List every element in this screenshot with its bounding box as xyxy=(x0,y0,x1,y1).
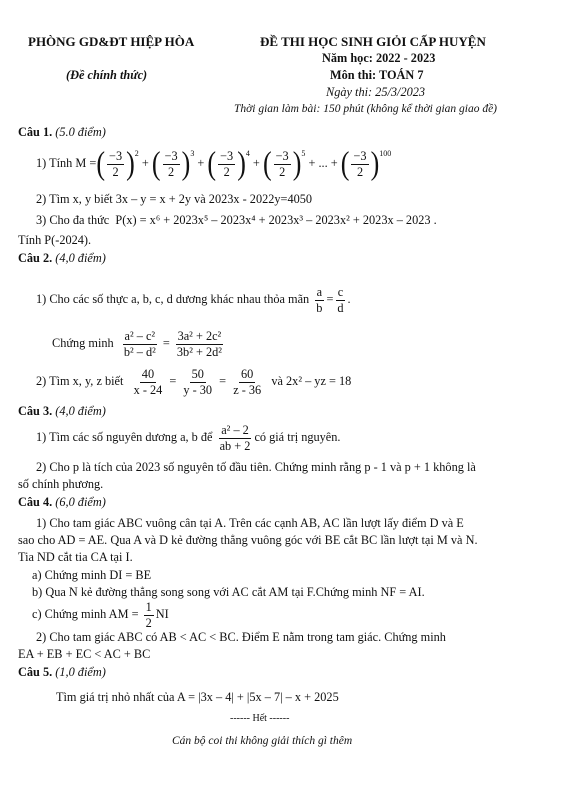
q1-term-4: ( $\frac{-3}{2}$ ) $^5$ xyxy=(262,145,306,182)
end-mark: ------ Hết ------ xyxy=(230,713,290,724)
q4-part-b: b) Qua N kẻ đường thẳng song song với AC cắt AM tại F.Chứng minh NF = AI. xyxy=(32,585,425,599)
q2-part1: 1) Cho các số thực a, b, c, d dương khác nhau thỏa mãn $\frac{a}{b}$ = $\frac{c}{d}$ . xyxy=(36,285,351,315)
official-label: (Đề chính thức) xyxy=(66,68,148,82)
exam-date: Ngày thi: 25/3/2023 xyxy=(326,85,426,99)
q5-text: Tìm giá trị nhỏ nhất của A = |3x – 4| + |5x – 7| – x + 2025 xyxy=(56,690,339,704)
q1-part3-tail: Tính P(-2024). xyxy=(18,233,92,247)
q4-line1: 1) Cho tam giác ABC vuông cân tại A. Trên các cạnh AB, AC lần lượt lấy điểm D và E xyxy=(36,516,464,530)
q1-term-2: ( $\frac{-3}{2}$ ) $^3$ xyxy=(151,145,195,182)
q3-heading: Câu 3. (4,0 điểm) xyxy=(18,404,106,418)
q4-heading: Câu 4. (6,0 điểm) xyxy=(18,495,106,509)
q4-line3: Tia ND cắt tia CA tại I. xyxy=(18,550,133,564)
q3-part2-line2: số chính phương. xyxy=(18,477,104,491)
exam-duration: Thời gian làm bài: 150 phút (không kể thời gian giao đề) xyxy=(234,103,498,115)
q4-part-c: c) Chứng minh AM = $\frac{1}{2}$ NI xyxy=(32,600,169,630)
exam-title: ĐỀ THI HỌC SINH GIỎI CẤP HUYỆN xyxy=(260,34,486,49)
q2-heading: Câu 2. (4,0 điểm) xyxy=(18,251,106,265)
school-year: Năm học: 2022 - 2023 xyxy=(322,51,436,65)
proctor-note: Cán bộ coi thi không giải thích gì thêm xyxy=(172,735,353,747)
q1-part3: 3) Cho đa thức P(x) = x⁶ + 2023x⁵ – 2023x⁴ + 2023x³ – 2023x² + 2023x – 2023 . xyxy=(36,213,437,227)
q4-part2-line2: EA + EB + EC < AC + BC xyxy=(18,647,151,661)
q1-part1: 1) Tính M = ( $\frac{-3}{2}$ ) $^2$ + ( $\frac{-3}{2}$ ) $^3$ + ( $\frac{-3}{2}$ ) $^4$ + ( $\frac{-3}{2}$ ) $^5$ + ... + ( $\frac{-3}{2}$ ) $^{100}$ xyxy=(36,145,392,182)
q5-heading: Câu 5. (1,0 điểm) xyxy=(18,665,106,679)
q1-term-3: ( $\frac{-3}{2}$ ) $^4$ xyxy=(207,145,250,182)
q3-part2-line1: 2) Cho p là tích của 2023 số nguyên tố đầu tiên. Chứng minh rằng p - 1 và p + 1 không là xyxy=(36,460,476,474)
q4-line2: sao cho AD = AE. Qua A và D kẻ đường thẳng vuông góc với BE cắt BC lần lượt tại M và N. xyxy=(18,533,478,547)
q1-part2: 2) Tìm x, y biết 3x – y = x + 2y và 2023x - 2022y=4050 xyxy=(36,192,313,206)
subject: Môn thi: TOÁN 7 xyxy=(330,68,424,82)
q4-part-a: a) Chứng minh DI = BE xyxy=(32,568,152,582)
q1-term-1: ( $\frac{-3}{2}$ ) $^2$ xyxy=(96,145,139,182)
department-title: PHÒNG GD&ĐT HIỆP HÒA xyxy=(28,34,195,49)
q4-part2-line1: 2) Cho tam giác ABC có AB < AC < BC. Điểm E nằm trong tam giác. Chứng minh xyxy=(36,630,446,644)
q2-prove: Chứng minh $\frac{\text{a² – c²}}{\text{b² – d²}}$ = $\frac{\text{3a² + 2c²}}{\text{3b² + 2d²}}$ xyxy=(52,329,222,359)
q3-part1: 1) Tìm các số nguyên dương a, b để $\frac{\text{a² – 2}}{ab + 2}$ có giá trị nguyên. xyxy=(36,423,341,453)
q1-heading: Câu 1. (5.0 điểm) xyxy=(18,125,106,139)
q2-part2: 2) Tìm x, y, z biết $\frac{40}{x - 24}$ = $\frac{50}{y - 30}$ = $\frac{60}{z - 36}$ và 2x² – yz = 18 xyxy=(36,367,352,397)
q1-term-last: ( $\frac{-3}{2}$ ) $^{100}$ xyxy=(340,145,392,182)
